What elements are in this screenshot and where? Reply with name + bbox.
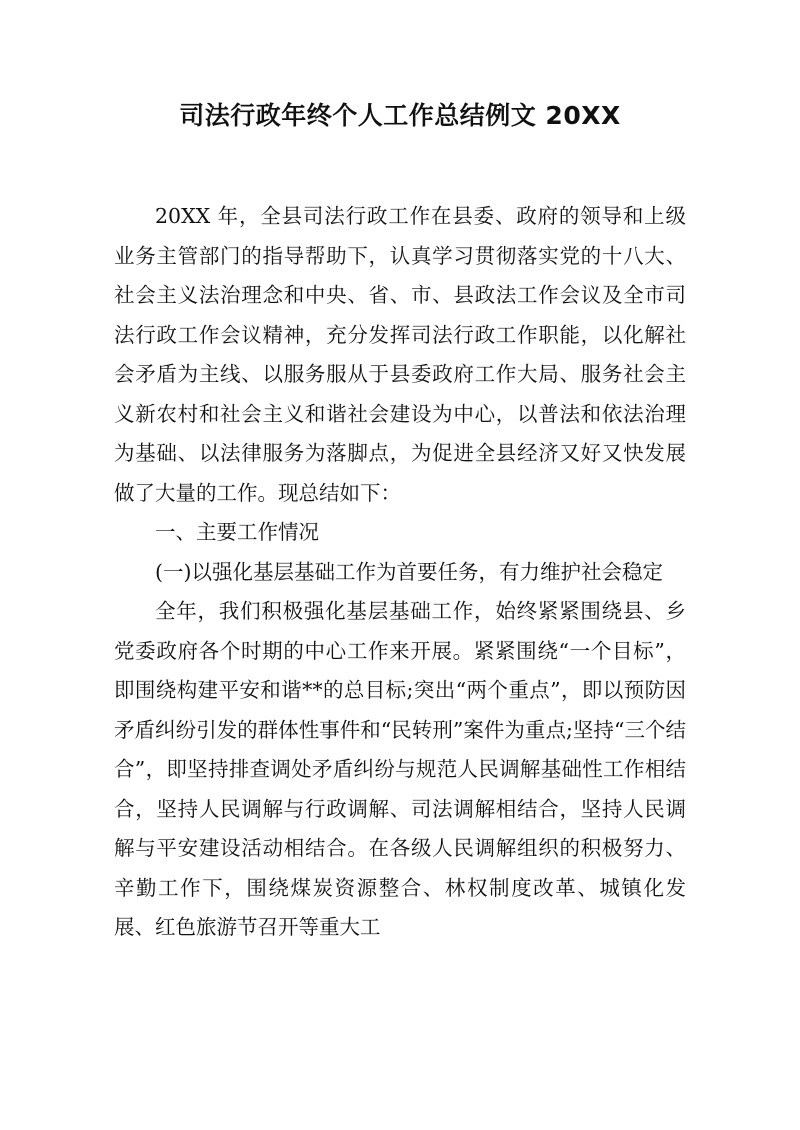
subsection-heading: (一)以强化基层基础工作为首要任务，有力维护社会稳定 <box>155 559 663 584</box>
body-paragraph: 全年，我们积极强化基层基础工作，始终紧紧围绕县、乡党委政府各个时期的中心工作来开展。紧紧围绕“一个目标”，即围绕构建平安和谐**的总目标;突出“两个重点”，即以预防因矛盾纠纷引发的群体性事件和“民转刑”案件为重点;坚持“三个结合”，即坚持排查调处矛盾纠纷与规范人民调解基础性工作相结合，坚持人民调解与行政调解、司法调解相结合，坚持人民调解与平安建设活动相结合。在各级人民调解组织的积极努力、辛勤工作下，围绕煤炭资源整合、林权制度改革、城镇化发展、红色旅游节召开等重大工 <box>114 599 686 939</box>
document-title: 司法行政年终个人工作总结例文 20XX <box>179 101 621 130</box>
intro-paragraph: 20XX 年，全县司法行政工作在县委、政府的领导和上级业务主管部门的指导帮助下，认真学习贯彻落实党的十八大、社会主义法治理念和中央、省、市、县政法工作会议及全市司法行政工作会议精神，充分发挥司法行政工作职能，以化解社会矛盾为主线、以服务服从于县委政府工作大局、服务社会主义新农村和社会主义和谐社会建设为中心，以普法和依法治理为基础、以法律服务为落脚点，为促进全县经济又好又快发展做了大量的工作。现总结如下： <box>114 204 686 505</box>
section-heading: 一、主要工作情况 <box>155 520 319 544</box>
document-body <box>114 197 686 948</box>
